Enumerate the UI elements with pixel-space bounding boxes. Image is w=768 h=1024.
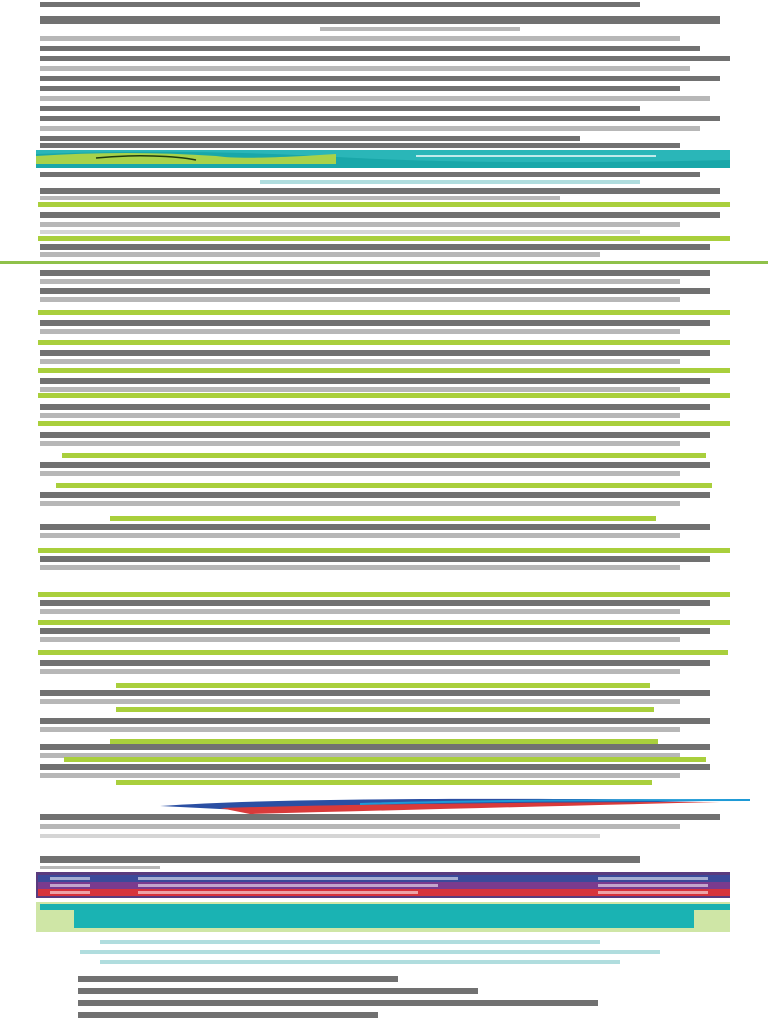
text-line — [40, 492, 710, 498]
green-divider — [62, 453, 706, 458]
text-line — [260, 180, 640, 184]
text-line — [40, 76, 720, 81]
green-divider — [38, 421, 730, 426]
green-divider — [116, 707, 654, 712]
text-line — [40, 320, 710, 326]
text-line — [40, 297, 680, 302]
text-line — [40, 212, 720, 218]
text-line — [40, 699, 680, 704]
text-line — [40, 16, 720, 24]
text-line — [40, 126, 700, 131]
text-line — [40, 744, 710, 750]
text-line — [40, 637, 680, 642]
text-line — [40, 96, 710, 101]
text-line — [40, 56, 730, 61]
text-line — [40, 556, 710, 562]
text-line — [40, 413, 680, 418]
table-cell — [50, 891, 90, 894]
green-divider — [38, 548, 730, 553]
text-line — [40, 462, 710, 468]
text-line — [40, 718, 710, 724]
text-line — [100, 940, 600, 944]
text-line — [40, 856, 640, 863]
text-line — [40, 378, 710, 384]
text-line — [40, 669, 680, 674]
text-line — [40, 230, 640, 234]
text-line — [78, 988, 478, 994]
text-line — [40, 866, 160, 869]
green-divider — [38, 368, 730, 373]
green-divider — [110, 516, 656, 521]
text-line — [40, 501, 680, 506]
table-cell — [138, 884, 438, 887]
green-divider — [116, 683, 650, 688]
text-line — [40, 196, 560, 200]
green-divider — [64, 757, 706, 762]
green-divider — [38, 650, 728, 655]
text-line — [80, 950, 660, 954]
green-divider — [38, 202, 730, 207]
text-line — [40, 404, 710, 410]
table-cell — [50, 877, 90, 880]
text-line — [40, 524, 710, 530]
text-line — [40, 600, 710, 606]
text-line — [78, 1012, 378, 1018]
text-line — [40, 387, 680, 392]
text-line — [40, 188, 720, 194]
text-line — [40, 350, 710, 356]
green-divider — [38, 620, 730, 625]
text-line — [40, 834, 600, 838]
green-divider — [38, 592, 730, 597]
header-banner-graphic — [36, 150, 730, 168]
footer-box-content — [74, 910, 694, 928]
table-cell — [598, 884, 708, 887]
text-line — [40, 244, 710, 250]
text-line — [40, 471, 680, 476]
text-line — [40, 824, 680, 829]
text-line — [40, 288, 710, 294]
text-line — [40, 46, 700, 51]
text-line — [40, 329, 680, 334]
table-row — [38, 882, 730, 889]
text-line — [40, 359, 680, 364]
table-row — [38, 875, 730, 882]
text-line — [78, 976, 398, 982]
green-divider — [56, 483, 712, 488]
text-line — [40, 172, 700, 177]
text-line — [100, 960, 620, 964]
text-line — [40, 773, 680, 778]
text-line — [40, 814, 720, 820]
text-line — [40, 533, 680, 538]
text-line — [40, 270, 710, 276]
text-line — [40, 628, 710, 634]
text-line — [40, 222, 680, 227]
text-line — [40, 441, 680, 446]
text-line — [40, 565, 680, 570]
table-cell — [598, 891, 708, 894]
section-divider — [0, 261, 768, 264]
table-cell — [138, 891, 418, 894]
text-line — [40, 106, 640, 111]
text-line — [40, 764, 710, 770]
text-line — [40, 143, 680, 148]
table-cell — [50, 884, 90, 887]
green-divider — [38, 236, 730, 241]
text-line — [40, 432, 710, 438]
text-line — [40, 136, 580, 141]
text-line — [40, 116, 720, 121]
text-line — [40, 727, 680, 732]
green-divider — [116, 780, 652, 785]
text-line — [320, 27, 520, 31]
green-divider — [38, 340, 730, 345]
green-divider — [38, 393, 730, 398]
table-cell — [598, 877, 708, 880]
text-line — [40, 609, 680, 614]
text-line — [40, 660, 710, 666]
text-line — [40, 66, 690, 71]
swoosh-graphic — [160, 794, 750, 816]
table-row — [38, 889, 730, 896]
text-line — [78, 1000, 598, 1006]
text-line — [40, 36, 680, 41]
text-line — [40, 252, 600, 257]
text-line — [40, 279, 680, 284]
green-divider — [38, 310, 730, 315]
text-line — [40, 86, 680, 91]
text-line — [40, 690, 710, 696]
table-cell — [138, 877, 458, 880]
text-line — [40, 2, 640, 7]
